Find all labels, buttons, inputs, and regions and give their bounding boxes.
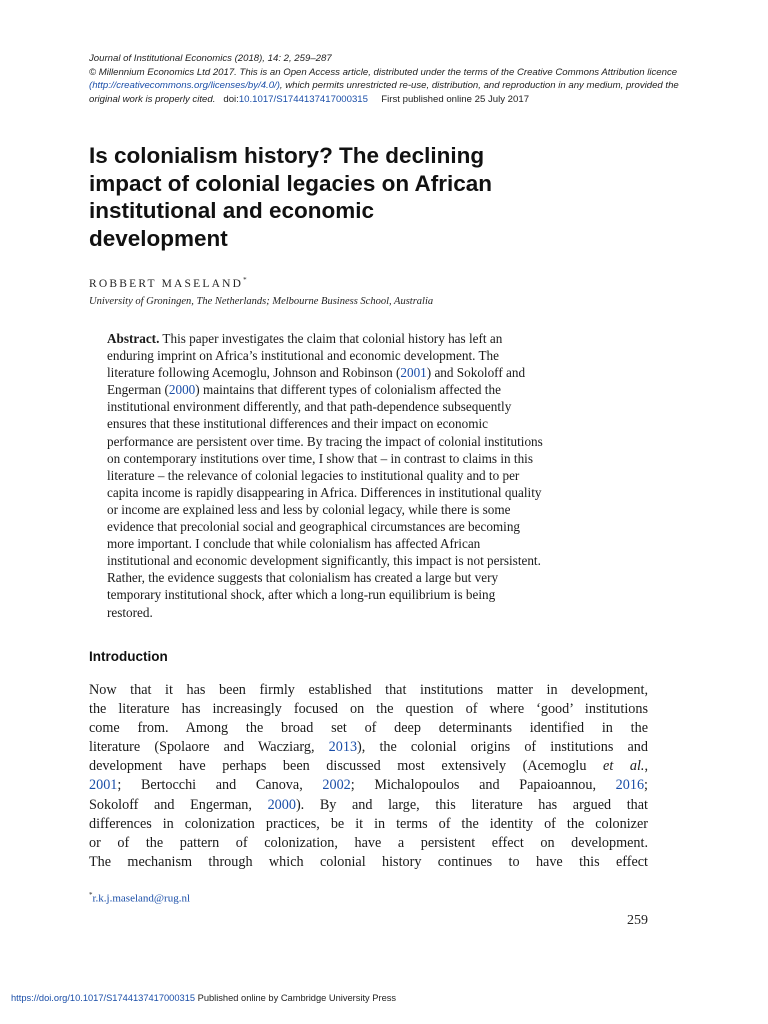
body-text: literature (Spolaore and Wacziarg,	[89, 739, 329, 756]
abstract-label: Abstract.	[107, 331, 160, 346]
body-text: development have perhaps been discussed most extensively (Acemoglu	[89, 758, 604, 775]
abstract-text: ) maintains that different types of colonialism affected the	[195, 382, 501, 398]
body-text: Sokoloff and Engerman,	[89, 796, 268, 813]
abstract-line: institutional environment differently, and that path-dependence subsequently	[107, 399, 512, 415]
citation-link[interactable]: 2016	[615, 777, 645, 794]
body-text: ), the colonial origins of institutions and	[357, 739, 648, 756]
body-text: ; Michalopoulos and Papaioannou,	[350, 777, 616, 794]
body-line	[89, 738, 648, 757]
citation-link[interactable]: 2000	[267, 796, 296, 813]
journal-citation: Journal of Institutional Economics (2018), 14: 2, 259–287	[89, 53, 332, 64]
author-text: ROBBERT MASELAND	[89, 277, 244, 290]
abstract-line: institutional and economic development significantly, this impact is not persistent.	[107, 553, 541, 569]
author-footnote	[89, 891, 190, 905]
body-line: The mechanism through which colonial history continues to have this effect	[89, 853, 648, 870]
first-published: First published online 25 July 2017	[381, 93, 530, 105]
abstract-line: Rather, the evidence suggests that colonialism has created a large but very	[107, 570, 499, 586]
abstract-line: or income are explained less and less by colonial legacy, while there is some	[107, 501, 511, 517]
citation-link[interactable]: 2001	[89, 777, 118, 794]
abstract-line: performance are persistent over time. By tracing the impact of colonial institutions	[107, 433, 543, 449]
footnote-marker: *	[89, 891, 93, 899]
journal-header	[89, 52, 679, 106]
doi-label: doi:	[223, 93, 239, 105]
publisher-footer	[11, 993, 396, 1003]
paper-title	[89, 142, 649, 252]
page-number: 259	[627, 913, 648, 928]
license-statement: © Millennium Economics Ltd 2017. This is an Open Access article, distributed under the terms of the Creative Commons Attribution licence	[89, 66, 678, 78]
abstract-text: ) and Sokoloff and	[426, 365, 526, 381]
body-line	[89, 757, 648, 776]
author-name	[89, 276, 247, 290]
abstract-line	[107, 364, 637, 381]
license-text: , which permits unrestricted re-use, distribution, and reproduction in any medium, provided the	[279, 80, 679, 92]
citation-link[interactable]: 2002	[322, 777, 351, 794]
title-line: development	[89, 225, 228, 251]
abstract-line: capita income is rapidly disappearing in Africa. Differences in institutional quality	[107, 484, 542, 500]
abstract-line	[107, 381, 637, 398]
license-statement-cont	[89, 79, 679, 93]
abstract-line: enduring imprint on Africa’s institutional and economic development. The	[107, 348, 499, 364]
abstract-line: on contemporary institutions over time, I show that – in contrast to claims in this	[107, 450, 533, 466]
footer-published-text: Published online by Cambridge University Press	[195, 993, 397, 1003]
abstract-line: more important. I conclude that while colonialism has affected African	[107, 536, 481, 552]
body-line: Now that it has been firmly established that institutions matter in development,	[89, 682, 648, 698]
abstract-line	[107, 330, 637, 347]
license-link[interactable]: (http://creativecommons.org/licenses/by/4.0/)	[89, 80, 280, 92]
author-email-link[interactable]: r.k.j.maseland@rug.nl	[92, 892, 191, 905]
et-al: et al.	[603, 758, 645, 775]
body-line	[89, 796, 648, 815]
abstract-line: temporary institutional shock, after which a long-run equilibrium is being	[107, 587, 496, 603]
doi-line	[89, 93, 659, 107]
title-line: institutional and economic	[89, 198, 375, 224]
body-text: ; Bertocchi and Canova,	[117, 777, 323, 794]
author-footnote-marker[interactable]: *	[243, 276, 247, 284]
abstract-text: This paper investigates the claim that colonial history has left an	[159, 331, 503, 346]
abstract-line: ensures that these institutional differences and their impact on economic	[107, 416, 488, 432]
citation-link[interactable]: 2001	[400, 365, 427, 381]
section-heading-introduction: Introduction	[89, 649, 168, 664]
abstract-text: literature following Acemoglu, Johnson and Robinson (	[107, 365, 401, 381]
body-line: come from. Among the broad set of deep determinants identified in the	[89, 720, 648, 737]
cited-text: original work is properly cited.	[89, 93, 216, 105]
doi-link[interactable]: 10.1017/S1744137417000315	[238, 93, 368, 105]
body-text: ;	[644, 777, 648, 794]
body-line	[89, 776, 648, 795]
body-line: differences in colonization practices, be it in terms of the identity of the colonizer	[89, 815, 648, 832]
abstract-line: evidence that precolonial social and geographical circumstances are becoming	[107, 519, 521, 535]
body-text: ,	[644, 758, 648, 775]
citation-link[interactable]: 2000	[168, 382, 196, 398]
body-line: the literature has increasingly focused on the question of where ‘good’ institutions	[89, 701, 648, 718]
title-line: impact of colonial legacies on African	[89, 170, 493, 196]
abstract	[107, 330, 637, 621]
body-text: ). By and large, this literature has argued that	[295, 796, 648, 813]
abstract-text: Engerman (	[107, 382, 169, 398]
citation-link[interactable]: 2013	[328, 739, 358, 756]
body-line: or of the pattern of colonization, have a persistent effect on development.	[89, 834, 648, 851]
title-line: Is colonialism history? The declining	[89, 143, 485, 168]
introduction-body	[89, 681, 648, 872]
author-affiliation: University of Groningen, The Netherlands; Melbourne Business School, Australia	[89, 296, 434, 307]
abstract-line: restored.	[107, 604, 153, 620]
footer-doi-link[interactable]: https://doi.org/10.1017/S1744137417000315	[11, 993, 196, 1003]
abstract-line: literature – the relevance of colonial legacies to institutional quality and to per	[107, 467, 520, 483]
